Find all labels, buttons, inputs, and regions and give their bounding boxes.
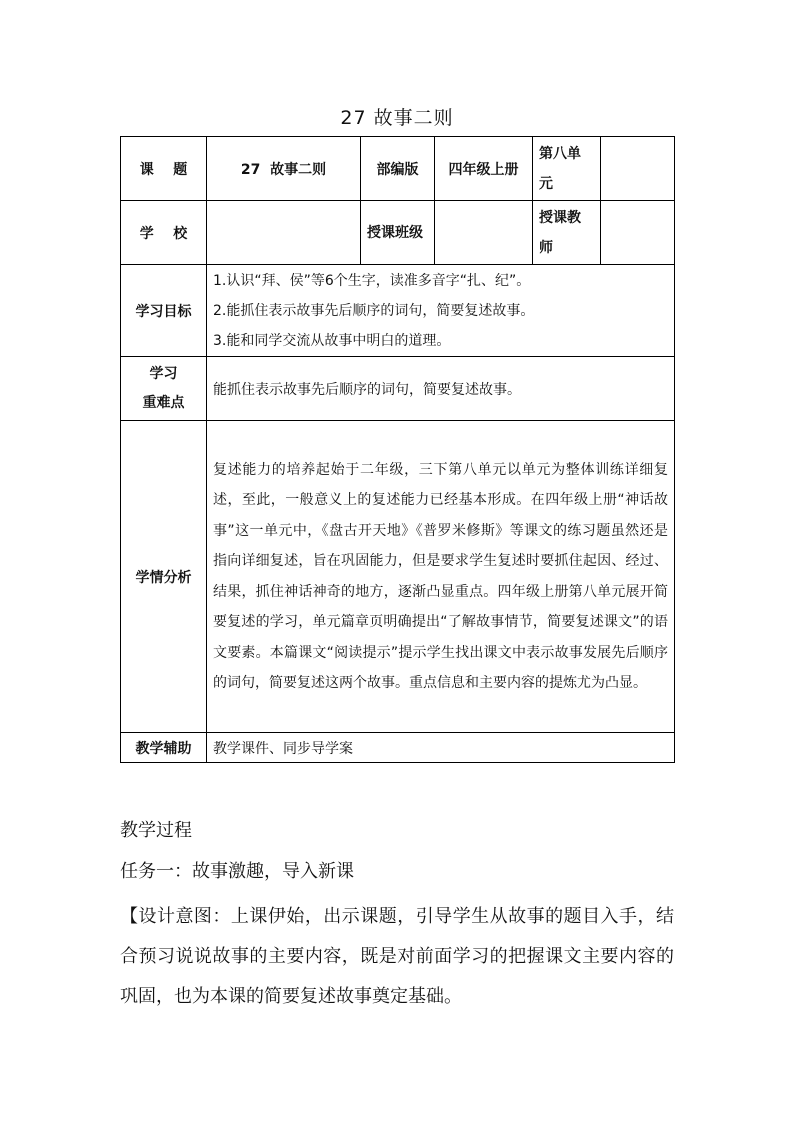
row-analysis [121, 421, 675, 733]
topic-value: 27 故事二则 [207, 137, 361, 201]
unit-value: 第八单元 [533, 137, 601, 201]
row-topic [121, 137, 675, 201]
goals-label: 学习目标 [121, 265, 207, 357]
analysis-text: 复述能力的培养起始于二年级，三下第八单元以单元为整体训练详细复述，至此，一般意义上的复述能力已经基本形成。在四年级上册“神话故事”这一单元中，《盘古开天地》《普罗米修斯》等课文的练习题虽然还是指向详细复述，旨在巩固能力，但是要求学生复述时要抓住起因、经过、结果，抓住神话神奇的地方，逐渐凸显重点。四年级上册第八单元展开简要复述的学习，单元篇章页明确提出“了解故事情节，简要复述课文”的语文要素。本篇课文“阅读提示”提示学生找出课文中表示故事发展先后顺序的词句，简要复述这两个故事。重点信息和主要内容的提炼尤为凸显。 [207, 421, 675, 733]
school-label: 学 校 [121, 201, 207, 265]
key-points-label [121, 357, 207, 421]
design-intent-paragraph: 【设计意图：上课伊始，出示课题，引导学生从故事的题目入手，结合预习说说故事的主要内容，既是对前面学习的把握课文主要内容的巩固，也为本课的简要复述故事奠定基础。 [120, 906, 674, 1007]
key-points-value: 能抓住表示故事先后顺序的词句，简要复述故事。 [207, 357, 675, 421]
goal-item: 2.能抓住表示故事先后顺序的词句，简要复述故事。 [213, 302, 535, 319]
topic-label: 课 题 [121, 137, 207, 201]
class-value [435, 201, 533, 265]
document-title: 27 故事二则 [340, 107, 454, 129]
row-school [121, 201, 675, 265]
key-points-label-line1: 学习 [149, 365, 178, 382]
process-heading: 教学过程 [120, 820, 192, 841]
school-value [207, 201, 361, 265]
aids-label: 教学辅助 [121, 733, 207, 763]
teacher-value [601, 201, 675, 265]
row-goals [121, 265, 675, 357]
aids-value: 教学课件、同步导学案 [207, 733, 675, 763]
row-key-points [121, 357, 675, 421]
task1-heading: 任务一：故事激趣，导入新课 [120, 861, 354, 882]
key-points-label-line2: 重难点 [142, 394, 185, 411]
lesson-info-table [120, 136, 675, 763]
teacher-label: 授课教师 [533, 201, 601, 265]
topic-extra-cell [601, 137, 675, 201]
grade-value: 四年级上册 [435, 137, 533, 201]
edition-value: 部编版 [361, 137, 435, 201]
class-label: 授课班级 [361, 201, 435, 265]
row-aids [121, 733, 675, 763]
goal-item: 3.能和同学交流从故事中明白的道理。 [213, 332, 451, 349]
goals-cell [207, 265, 675, 357]
analysis-label: 学情分析 [121, 421, 207, 733]
goal-item: 1.认识“拜、侯”等6个生字，读准多音字“扎、纪”。 [213, 272, 531, 289]
